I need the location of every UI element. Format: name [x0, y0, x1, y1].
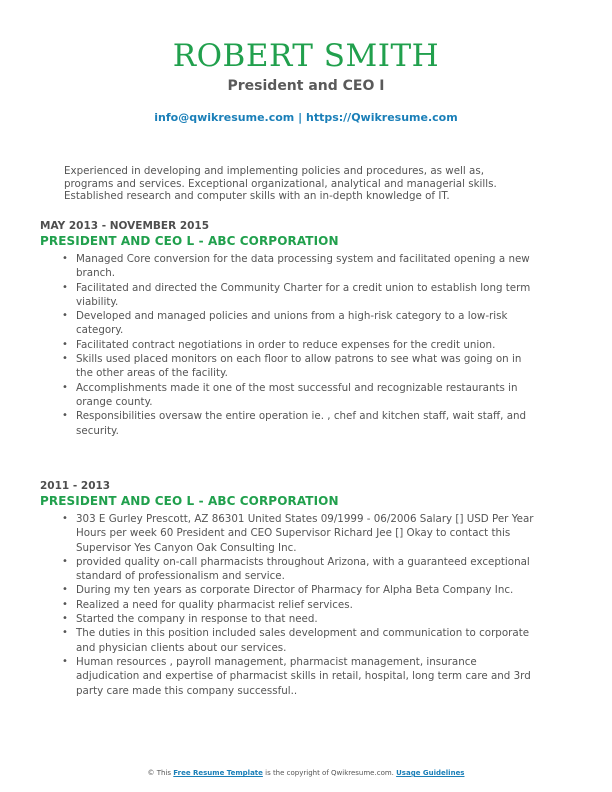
bullet-item: • Skills used placed monitors on each floor to allow patrons to see what was going on in the other areas of the facility. [76, 352, 540, 381]
bullet-item: • Human resources , payroll management, pharmacist management, insurance adjudication and expertise of pharmacist skills in retail, hospital, long term care and 3rd party care made this company successful.. [76, 655, 540, 698]
bullet-item: • Responsibilities oversaw the entire operation ie. , chef and kitchen staff, wait staff, and security. [76, 409, 540, 438]
experience-role: PRESIDENT AND CEO L - ABC CORPORATION [40, 494, 339, 508]
experience-entry [40, 220, 540, 438]
bullet-item: • Managed Core conversion for the data processing system and facilitated opening a new branch. [76, 252, 540, 281]
bullet-item: • Facilitated and directed the Community Charter for a credit union to establish long term viability. [76, 281, 540, 310]
free-template-link[interactable]: Free Resume Template [173, 769, 263, 777]
bullet-item: • During my ten years as corporate Director of Pharmacy for Alpha Beta Company Inc. [76, 583, 540, 597]
bullet-item: • provided quality on-call pharmacists throughout Arizona, with a guaranteed exceptional standard of professionalism and service. [76, 555, 540, 584]
footer-prefix: © This [147, 769, 172, 777]
bullet-item: • Facilitated contract negotiations in order to reduce expenses for the credit union. [76, 338, 540, 352]
experience-entry [40, 480, 540, 698]
bullet-item: • Realized a need for quality pharmacist relief services. [76, 598, 540, 612]
experience-bullets [40, 512, 540, 698]
bullet-item: • 303 E Gurley Prescott, AZ 86301 United States 09/1999 - 06/2006 Salary [] USD Per Year Hours per week 60 President and CEO Supervisor Richard Jee [] Okay to contact this Supervisor Yes Canyon Oak Consulting Inc. [76, 512, 540, 555]
contact-separator: | [298, 111, 303, 124]
copyright-footer [0, 768, 612, 778]
bullet-item: • Accomplishments made it one of the most successful and recognizable restaurants in orange county. [76, 381, 540, 410]
candidate-title: President and CEO I [227, 78, 385, 94]
experience-dates: 2011 - 2013 [40, 480, 111, 492]
bullet-item: • Started the company in response to that need. [76, 612, 540, 626]
email-link[interactable]: info@qwikresume.com [154, 111, 295, 124]
experience-dates: MAY 2013 - NOVEMBER 2015 [40, 220, 210, 232]
website-link[interactable]: https://Qwikresume.com [305, 111, 458, 124]
bullet-item: • The duties in this position included sales development and communication to corporate and physician clients about our services. [76, 626, 540, 655]
experience-role: PRESIDENT AND CEO L - ABC CORPORATION [40, 234, 339, 248]
footer-middle: is the copyright of Qwikresume.com. [265, 769, 394, 777]
usage-guidelines-link[interactable]: Usage Guidelines [396, 769, 465, 777]
bullet-item: • Developed and managed policies and unions from a high-risk category to a low-risk category. [76, 309, 540, 338]
experience-bullets [40, 252, 540, 438]
candidate-name: ROBERT SMITH [172, 38, 440, 74]
contact-line [0, 111, 612, 125]
summary-paragraph: Experienced in developing and implementing policies and procedures, as well as, programs and services. Exceptional organizational, analytical and managerial skills. Established research and computer skills with an in-depth knowledge of IT. [64, 165, 497, 203]
